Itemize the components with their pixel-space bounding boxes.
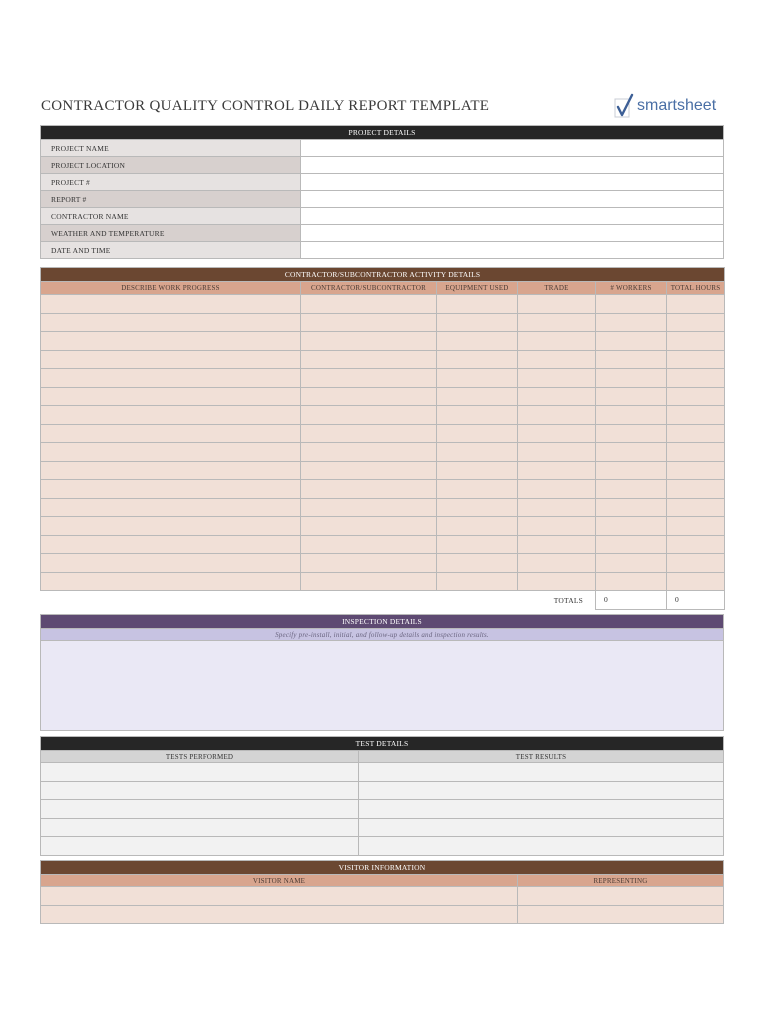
- trade-cell[interactable]: [518, 535, 596, 554]
- test-performed-cell[interactable]: [41, 763, 359, 782]
- col-representing: REPRESENTING: [518, 875, 724, 887]
- work-progress-cell[interactable]: [41, 480, 301, 499]
- visitor-name-cell[interactable]: [41, 887, 518, 906]
- contractor-cell[interactable]: [301, 406, 437, 425]
- equipment-cell[interactable]: [437, 406, 518, 425]
- activity-row: [41, 313, 725, 332]
- total-hours-cell[interactable]: [667, 369, 725, 388]
- total-workers-value: 0: [596, 591, 667, 610]
- activity-row: [41, 406, 725, 425]
- work-progress-cell[interactable]: [41, 535, 301, 554]
- page-title: CONTRACTOR QUALITY CONTROL DAILY REPORT TEMPLATE: [41, 98, 490, 114]
- test-result-cell[interactable]: [359, 781, 724, 800]
- equipment-cell[interactable]: [437, 535, 518, 554]
- project-name-field[interactable]: [301, 140, 724, 157]
- test-row: [41, 763, 724, 782]
- visitor-row: [41, 905, 724, 924]
- contractor-name-label: CONTRACTOR NAME: [41, 208, 301, 225]
- project-number-label: PROJECT #: [41, 174, 301, 191]
- trade-cell[interactable]: [518, 387, 596, 406]
- workers-cell[interactable]: [596, 498, 667, 517]
- trade-cell[interactable]: [518, 332, 596, 351]
- contractor-cell[interactable]: [301, 461, 437, 480]
- representing-cell[interactable]: [518, 887, 724, 906]
- work-progress-cell[interactable]: [41, 424, 301, 443]
- trade-cell[interactable]: [518, 572, 596, 591]
- work-progress-cell[interactable]: [41, 313, 301, 332]
- trade-cell[interactable]: [518, 443, 596, 462]
- trade-cell[interactable]: [518, 295, 596, 314]
- logo-text: smartsheet: [637, 97, 717, 114]
- workers-cell[interactable]: [596, 313, 667, 332]
- total-hours-cell[interactable]: [667, 295, 725, 314]
- trade-cell[interactable]: [518, 350, 596, 369]
- work-progress-cell[interactable]: [41, 443, 301, 462]
- contractor-cell[interactable]: [301, 480, 437, 499]
- test-performed-cell[interactable]: [41, 837, 359, 856]
- trade-cell[interactable]: [518, 369, 596, 388]
- trade-cell[interactable]: [518, 461, 596, 480]
- work-progress-cell[interactable]: [41, 406, 301, 425]
- test-row: [41, 781, 724, 800]
- project-location-label: PROJECT LOCATION: [41, 157, 301, 174]
- test-row: [41, 837, 724, 856]
- test-result-cell[interactable]: [359, 818, 724, 837]
- work-progress-cell[interactable]: [41, 295, 301, 314]
- col-work-progress: DESCRIBE WORK PROGRESS: [41, 282, 301, 295]
- equipment-cell[interactable]: [437, 498, 518, 517]
- activity-row: [41, 369, 725, 388]
- equipment-cell[interactable]: [437, 350, 518, 369]
- activity-row: [41, 461, 725, 480]
- equipment-cell[interactable]: [437, 295, 518, 314]
- total-hours-cell[interactable]: [667, 387, 725, 406]
- contractor-cell[interactable]: [301, 517, 437, 536]
- visitor-name-cell[interactable]: [41, 905, 518, 924]
- total-hours-cell[interactable]: [667, 406, 725, 425]
- test-row: [41, 818, 724, 837]
- date-time-label: DATE AND TIME: [41, 242, 301, 259]
- equipment-cell[interactable]: [437, 387, 518, 406]
- visitor-row: [41, 887, 724, 906]
- workers-cell[interactable]: [596, 461, 667, 480]
- work-progress-cell[interactable]: [41, 332, 301, 351]
- col-trade: TRADE: [518, 282, 596, 295]
- totals-label: TOTALS: [41, 591, 596, 610]
- contractor-cell[interactable]: [301, 369, 437, 388]
- equipment-cell[interactable]: [437, 461, 518, 480]
- test-details-table: [40, 736, 724, 856]
- activity-row: [41, 554, 725, 573]
- contractor-cell[interactable]: [301, 498, 437, 517]
- inspection-details-table: [40, 614, 724, 731]
- trade-cell[interactable]: [518, 498, 596, 517]
- workers-cell[interactable]: [596, 554, 667, 573]
- workers-cell[interactable]: [596, 406, 667, 425]
- workers-cell[interactable]: [596, 572, 667, 591]
- workers-cell[interactable]: [596, 369, 667, 388]
- equipment-cell[interactable]: [437, 424, 518, 443]
- trade-cell[interactable]: [518, 406, 596, 425]
- contractor-cell[interactable]: [301, 535, 437, 554]
- total-hours-cell[interactable]: [667, 480, 725, 499]
- contractor-cell[interactable]: [301, 295, 437, 314]
- workers-cell[interactable]: [596, 350, 667, 369]
- trade-cell[interactable]: [518, 424, 596, 443]
- test-performed-cell[interactable]: [41, 781, 359, 800]
- total-hours-cell[interactable]: [667, 443, 725, 462]
- trade-cell[interactable]: [518, 517, 596, 536]
- work-progress-cell[interactable]: [41, 369, 301, 388]
- equipment-cell[interactable]: [437, 554, 518, 573]
- contractor-cell[interactable]: [301, 313, 437, 332]
- test-performed-cell[interactable]: [41, 800, 359, 819]
- test-result-cell[interactable]: [359, 763, 724, 782]
- inspection-details-field[interactable]: [41, 641, 724, 731]
- total-hours-cell[interactable]: [667, 332, 725, 351]
- weather-field[interactable]: [301, 225, 724, 242]
- col-tests-performed: TESTS PERFORMED: [41, 751, 359, 763]
- total-hours-cell[interactable]: [667, 535, 725, 554]
- report-number-field[interactable]: [301, 191, 724, 208]
- visitor-information-header: VISITOR INFORMATION: [41, 861, 724, 875]
- total-hours-cell[interactable]: [667, 554, 725, 573]
- visitor-information-table: [40, 860, 724, 924]
- contractor-cell[interactable]: [301, 332, 437, 351]
- project-number-field[interactable]: [301, 174, 724, 191]
- workers-cell[interactable]: [596, 517, 667, 536]
- total-hours-cell[interactable]: [667, 498, 725, 517]
- smartsheet-logo: [614, 93, 716, 119]
- work-progress-cell[interactable]: [41, 572, 301, 591]
- activity-details-header: CONTRACTOR/SUBCONTRACTOR ACTIVITY DETAILS: [41, 268, 725, 282]
- workers-cell[interactable]: [596, 387, 667, 406]
- activity-row: [41, 480, 725, 499]
- project-name-label: PROJECT NAME: [41, 140, 301, 157]
- activity-row: [41, 350, 725, 369]
- col-equipment: EQUIPMENT USED: [437, 282, 518, 295]
- contractor-cell[interactable]: [301, 424, 437, 443]
- activity-row: [41, 572, 725, 591]
- contractor-cell[interactable]: [301, 554, 437, 573]
- report-number-label: REPORT #: [41, 191, 301, 208]
- trade-cell[interactable]: [518, 480, 596, 499]
- test-result-cell[interactable]: [359, 837, 724, 856]
- col-workers: # WORKERS: [596, 282, 667, 295]
- col-total-hours: TOTAL HOURS: [667, 282, 725, 295]
- contractor-cell[interactable]: [301, 387, 437, 406]
- total-hours-cell[interactable]: [667, 461, 725, 480]
- equipment-cell[interactable]: [437, 369, 518, 388]
- weather-label: WEATHER AND TEMPERATURE: [41, 225, 301, 242]
- col-test-results: TEST RESULTS: [359, 751, 724, 763]
- workers-cell[interactable]: [596, 535, 667, 554]
- work-progress-cell[interactable]: [41, 350, 301, 369]
- test-row: [41, 800, 724, 819]
- workers-cell[interactable]: [596, 443, 667, 462]
- inspection-details-header: INSPECTION DETAILS: [41, 615, 724, 629]
- contractor-cell[interactable]: [301, 443, 437, 462]
- equipment-cell[interactable]: [437, 517, 518, 536]
- equipment-cell[interactable]: [437, 572, 518, 591]
- checkmark-icon: [614, 93, 636, 119]
- equipment-cell[interactable]: [437, 480, 518, 499]
- date-time-field[interactable]: [301, 242, 724, 259]
- work-progress-cell[interactable]: [41, 554, 301, 573]
- activity-row: [41, 498, 725, 517]
- project-location-field[interactable]: [301, 157, 724, 174]
- work-progress-cell[interactable]: [41, 387, 301, 406]
- workers-cell[interactable]: [596, 295, 667, 314]
- total-hours-cell[interactable]: [667, 572, 725, 591]
- total-hours-cell[interactable]: [667, 350, 725, 369]
- inspection-instructions: Specify pre-install, initial, and follow-up details and inspection results.: [41, 629, 724, 641]
- workers-cell[interactable]: [596, 332, 667, 351]
- total-hours-cell[interactable]: [667, 517, 725, 536]
- trade-cell[interactable]: [518, 554, 596, 573]
- equipment-cell[interactable]: [437, 313, 518, 332]
- activity-row: [41, 424, 725, 443]
- contractor-cell[interactable]: [301, 572, 437, 591]
- equipment-cell[interactable]: [437, 443, 518, 462]
- total-hours-value: 0: [667, 591, 725, 610]
- work-progress-cell[interactable]: [41, 461, 301, 480]
- workers-cell[interactable]: [596, 480, 667, 499]
- activity-row: [41, 517, 725, 536]
- col-visitor-name: VISITOR NAME: [41, 875, 518, 887]
- activity-row: [41, 535, 725, 554]
- test-details-header: TEST DETAILS: [41, 737, 724, 751]
- activity-row: [41, 443, 725, 462]
- work-progress-cell[interactable]: [41, 498, 301, 517]
- contractor-cell[interactable]: [301, 350, 437, 369]
- activity-row: [41, 332, 725, 351]
- activity-row: [41, 387, 725, 406]
- total-hours-cell[interactable]: [667, 313, 725, 332]
- representing-cell[interactable]: [518, 905, 724, 924]
- activity-row: [41, 295, 725, 314]
- project-details-header: PROJECT DETAILS: [41, 126, 724, 140]
- test-result-cell[interactable]: [359, 800, 724, 819]
- workers-cell[interactable]: [596, 424, 667, 443]
- col-contractor: CONTRACTOR/SUBCONTRACTOR: [301, 282, 437, 295]
- total-hours-cell[interactable]: [667, 424, 725, 443]
- trade-cell[interactable]: [518, 313, 596, 332]
- equipment-cell[interactable]: [437, 332, 518, 351]
- test-performed-cell[interactable]: [41, 818, 359, 837]
- contractor-name-field[interactable]: [301, 208, 724, 225]
- work-progress-cell[interactable]: [41, 517, 301, 536]
- activity-details-table: [40, 267, 725, 610]
- project-details-table: [40, 125, 724, 259]
